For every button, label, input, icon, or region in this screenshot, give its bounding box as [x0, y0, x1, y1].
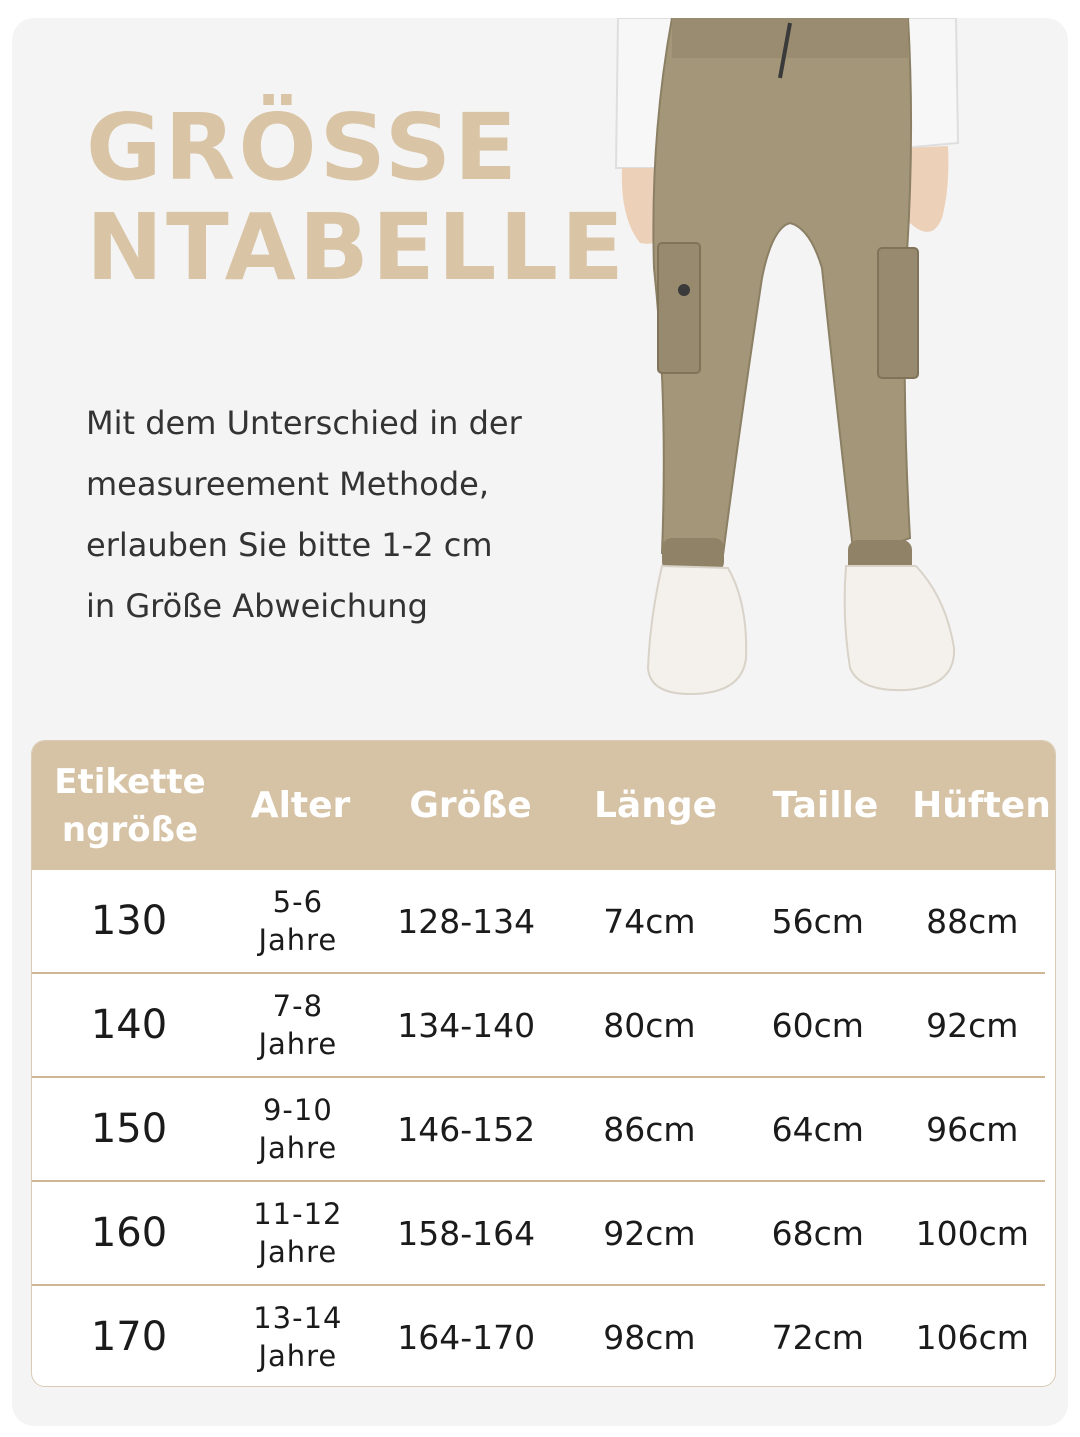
- cell-size: 128-134: [397, 901, 536, 941]
- cell-label: 130: [90, 898, 168, 944]
- left-cargo-pocket: [658, 243, 700, 373]
- cell-age-unit: Jahre: [258, 1131, 338, 1165]
- cell-waist: 64cm: [771, 1109, 864, 1149]
- header-label-size-line2: ngröße: [61, 809, 199, 850]
- cell-label: 160: [90, 1210, 168, 1256]
- cell-length: 86cm: [603, 1109, 696, 1149]
- measurement-note: [86, 393, 606, 637]
- cell-hips: 88cm: [926, 901, 1019, 941]
- cell-age-range: 9-10: [262, 1093, 333, 1127]
- table-row: [32, 1182, 1045, 1286]
- cell-age-unit: Jahre: [258, 923, 338, 957]
- cell-hips: 106cm: [915, 1317, 1029, 1357]
- table-row: [32, 870, 1045, 974]
- title-line-2: NTABELLE: [86, 194, 627, 301]
- cell-waist: 56cm: [771, 901, 864, 941]
- pocket-button: [678, 284, 690, 296]
- cell-age-range: 5-6: [272, 885, 324, 919]
- cell-size: 158-164: [397, 1213, 536, 1253]
- cell-hips: 92cm: [926, 1005, 1019, 1045]
- header-waist: Taille: [772, 784, 879, 826]
- header-hips: Hüften: [912, 784, 1051, 826]
- cell-age: [226, 1195, 370, 1271]
- right-sneaker: [845, 566, 954, 690]
- cell-age: [226, 1299, 370, 1375]
- cell-age: [226, 883, 370, 959]
- table-row: [32, 1286, 1045, 1387]
- cell-label: 170: [90, 1314, 168, 1360]
- cell-age-unit: Jahre: [258, 1027, 338, 1061]
- cell-size: 164-170: [397, 1317, 536, 1357]
- cell-age-range: 11-12: [253, 1197, 343, 1231]
- left-sneaker: [648, 566, 746, 694]
- cell-age-range: 7-8: [272, 989, 324, 1023]
- note-line-4: in Größe Abweichung: [86, 587, 428, 625]
- cell-waist: 72cm: [771, 1317, 864, 1357]
- cell-age-unit: Jahre: [258, 1339, 338, 1373]
- note-line-2: measureement Methode,: [86, 465, 489, 503]
- cell-length: 74cm: [603, 901, 696, 941]
- right-cargo-pocket: [878, 248, 918, 378]
- product-photo: [610, 18, 970, 708]
- cell-length: 92cm: [603, 1213, 696, 1253]
- cell-hips: 100cm: [915, 1213, 1029, 1253]
- cell-age-unit: Jahre: [258, 1235, 338, 1269]
- cell-label: 140: [90, 1002, 168, 1048]
- header-size: Größe: [409, 784, 532, 826]
- page-title: [86, 94, 627, 301]
- table-row: [32, 1078, 1045, 1182]
- header-length: Länge: [593, 784, 718, 826]
- cell-age-range: 13-14: [253, 1301, 343, 1335]
- table-row: [32, 974, 1045, 1078]
- cell-length: 80cm: [603, 1005, 696, 1045]
- cell-length: 98cm: [603, 1317, 696, 1357]
- header-age: Alter: [250, 784, 351, 826]
- note-line-3: erlauben Sie bitte 1-2 cm: [86, 526, 493, 564]
- header-label-size: [32, 758, 228, 854]
- cell-hips: 96cm: [926, 1109, 1019, 1149]
- title-line-1: GRÖSSE: [86, 94, 520, 201]
- note-line-1: Mit dem Unterschied in der: [86, 404, 522, 442]
- cell-waist: 68cm: [771, 1213, 864, 1253]
- cell-label: 150: [90, 1106, 168, 1152]
- table-header-row: [32, 741, 1055, 870]
- cell-size: 134-140: [397, 1005, 536, 1045]
- size-table: [31, 740, 1056, 1387]
- cell-size: 146-152: [397, 1109, 536, 1149]
- cell-age: [226, 987, 370, 1063]
- cell-waist: 60cm: [771, 1005, 864, 1045]
- cell-age: [226, 1091, 370, 1167]
- header-label-size-line1: Etikette: [54, 761, 206, 802]
